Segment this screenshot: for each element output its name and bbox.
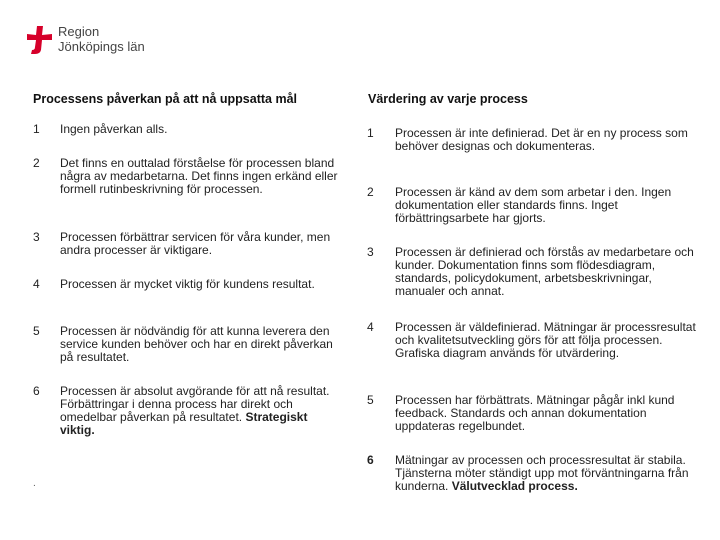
item-text: Processen har förbättrats. Mätningar pågår inkl kund feedback. Standards och annan dokumentation uppdateras regelbundet. (395, 393, 675, 433)
right-column-heading: Värdering av varje process (368, 92, 528, 106)
item-text (395, 454, 701, 493)
emphasis-text: Strategiskt viktig. (60, 410, 308, 437)
left-column-heading: Processens påverkan på att nå uppsatta mål (33, 92, 297, 106)
item-number: 3 (33, 230, 40, 244)
item-number: 6 (33, 384, 40, 398)
item-number: 6 (367, 453, 374, 467)
item-number: 5 (33, 324, 40, 338)
item-number: 1 (33, 122, 40, 136)
item-text-body: Mätningar av processen och processresultat är stabila. Tjänsterna möter ständigt upp mot förväntningarna från kunderna. (395, 453, 689, 493)
item-text: Processen är nödvändig för att kunna leverera den service kunden behöver och har en direkt påverkan på resultatet. (60, 324, 333, 364)
item-number: 2 (33, 156, 40, 170)
item-text: Processen är känd av dem som arbetar i den. Ingen dokumentation eller standards finns. Inget förbättringsarbete har gjorts. (395, 185, 672, 225)
item-text (60, 385, 340, 437)
item-text: Det finns en outtalad förståelse för processen bland några av medarbetarna. Det finns ingen erkänd eller formell rutinbeskrivning för processen. (60, 156, 338, 196)
item-number: 4 (367, 320, 374, 334)
item-text: Processen är definierad och förstås av medarbetare och kunder. Dokumentation finns som flödesdiagram, standards, policydokument, arbetsbeskrivningar, manualer och annat. (395, 245, 694, 298)
item-number: 5 (367, 393, 374, 407)
item-number: 2 (367, 185, 374, 199)
item-text: Ingen påverkan alls. (60, 122, 168, 136)
item-text: Processen är väldefinierad. Mätningar är processresultat och kvalitetsutveckling görs för att följa processen. Grafiska diagram används för utvärdering. (395, 320, 696, 360)
logo-line-1: Region (58, 24, 100, 39)
item-number: 1 (367, 126, 374, 140)
logo-line-2: Jönköpings län (58, 39, 145, 54)
emphasis-text: Välutvecklad process. (451, 479, 578, 493)
item-text: Processen förbättrar servicen för våra kunder, men andra processer är viktigare. (60, 230, 331, 257)
footnote-dot: . (33, 478, 36, 489)
item-number: 4 (33, 277, 40, 291)
region-cross-icon (24, 24, 56, 56)
item-number: 3 (367, 245, 374, 259)
item-text: Processen är mycket viktig för kundens resultat. (60, 277, 315, 291)
item-text: Processen är inte definierad. Det är en ny process som behöver designas och dokumenteras. (395, 126, 688, 153)
item-text-body: Processen är absolut avgörande för att nå resultat. Förbättringar i denna process har direkt och omedelbar påverkan på resultatet. (60, 384, 330, 424)
logo-text (58, 24, 145, 54)
